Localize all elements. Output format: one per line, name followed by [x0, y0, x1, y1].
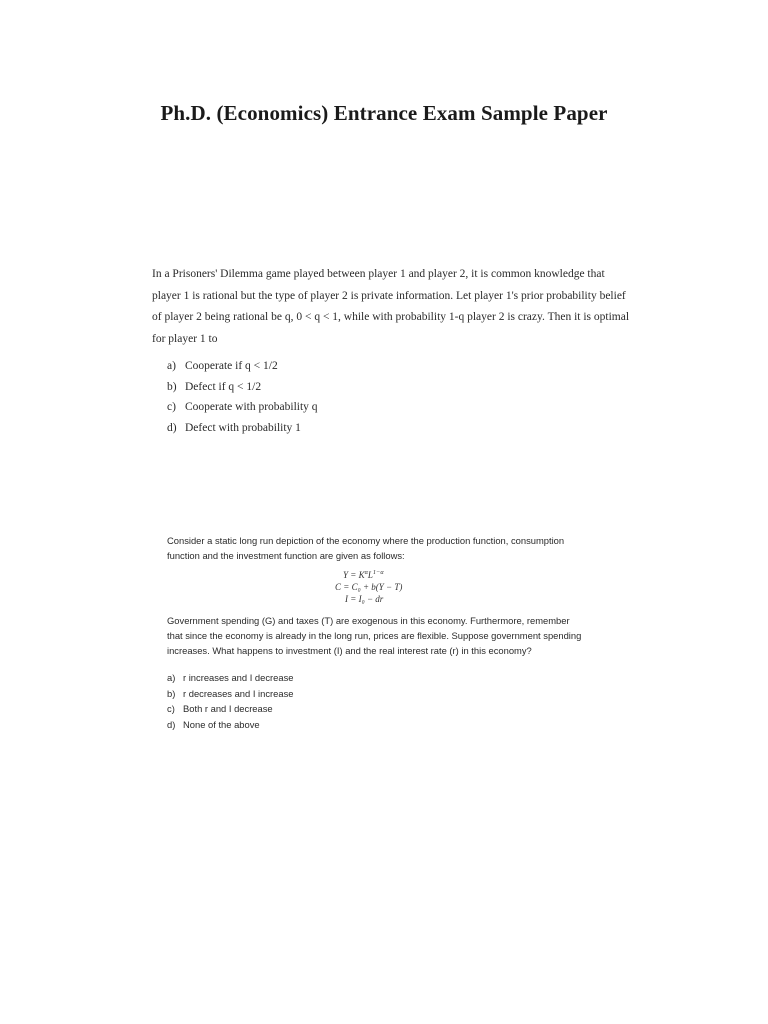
option-text: Cooperate with probability q: [185, 401, 318, 413]
option-text: Cooperate if q < 1/2: [185, 360, 278, 372]
option-letter: a): [167, 360, 176, 372]
option-letter: b): [167, 687, 176, 699]
consumption-function: C = C₀ + b(Y − T): [335, 582, 403, 592]
question-2-stem: Consider a static long run depiction of the economy where the production function, consumption function and the investment function are given as follows:: [167, 535, 565, 561]
option-letter: c): [167, 401, 176, 413]
production-lhs: Y = K: [343, 570, 365, 580]
question-1-stem: In a Prisoners' Dilemma game played between player 1 and player 2, it is common knowledge that player 1 is rational but the type of player 2 is private information. Let player 1's prior probability belief of player 2 being rational be q, 0 < q < 1, while with probability 1-q player 2 is crazy. Then it is optimal for player 1 to: [152, 268, 630, 345]
option-text: Defect with probability 1: [185, 421, 301, 434]
production-exponent-one-minus-alpha: 1−α: [372, 569, 384, 576]
question-2-option-d: [167, 717, 587, 733]
production-exponent-alpha: α: [364, 569, 368, 576]
option-letter: c): [167, 703, 175, 714]
production-labor: L: [367, 570, 373, 580]
option-text: Defect if q < 1/2: [185, 380, 262, 393]
question-1-option-a: [167, 356, 632, 377]
question-1-option-d: [167, 418, 632, 439]
question-2-option-b: [167, 686, 587, 702]
question-2-followup: Government spending (G) and taxes (T) are exogenous in this economy. Furthermore, remember that since the economy is already in the long run, prices are flexible. Suppose government spending increases. What happens to investment (I) and the real interest rate (r) in this economy?: [167, 615, 582, 656]
option-text: None of the above: [183, 718, 260, 730]
question-1-option-c: [167, 397, 632, 418]
question-2-options: [167, 670, 587, 732]
question-2-option-c: [167, 701, 587, 717]
page-title: Ph.D. (Economics) Entrance Exam Sample Paper: [160, 101, 608, 126]
question-1: [152, 264, 632, 438]
option-letter: b): [167, 380, 177, 393]
question-2: [167, 533, 587, 732]
model-equations: [167, 569, 587, 605]
option-letter: d): [167, 718, 176, 730]
option-text: r increases and I decrease: [183, 672, 294, 683]
question-1-options: [152, 356, 632, 438]
production-function: [335, 569, 587, 581]
option-letter: a): [167, 672, 176, 683]
option-letter: d): [167, 421, 177, 434]
option-text: r decreases and I increase: [183, 687, 294, 699]
option-text: Both r and I decrease: [183, 703, 273, 714]
question-1-option-b: [167, 377, 632, 398]
investment-function: I = I₀ − dr: [345, 594, 384, 604]
question-2-option-a: [167, 670, 587, 686]
